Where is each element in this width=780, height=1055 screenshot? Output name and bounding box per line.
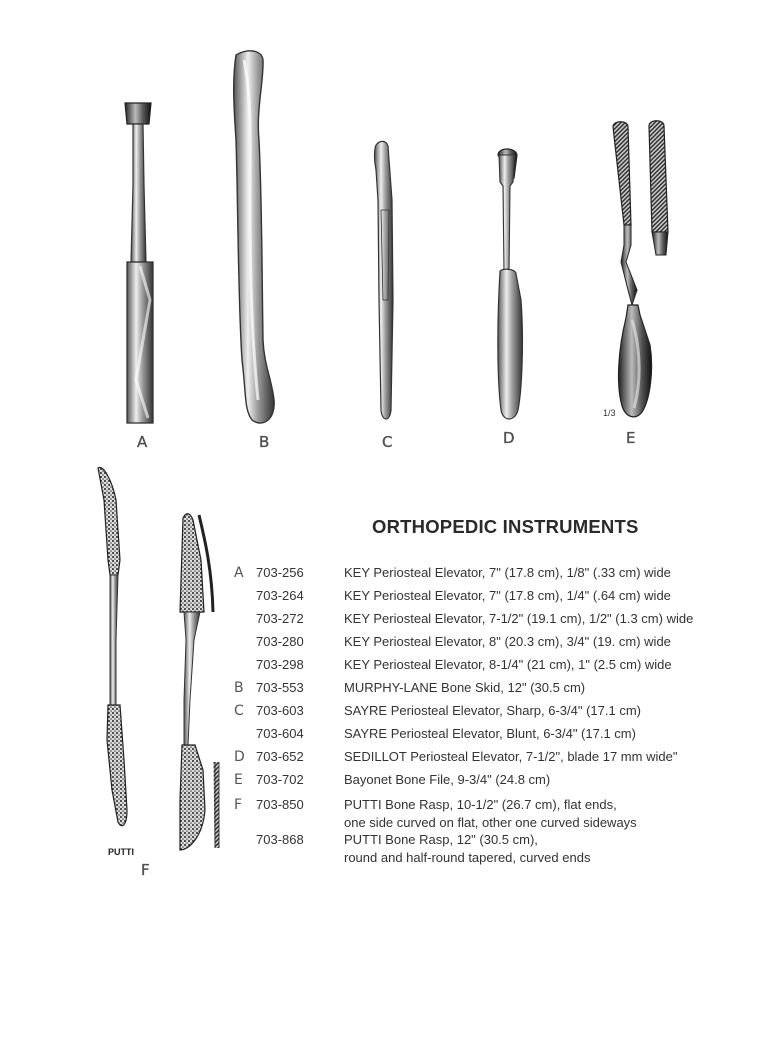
item-code: 703-264 xyxy=(256,588,304,603)
figure-letter-d: D xyxy=(503,429,515,447)
item-description: MURPHY-LANE Bone Skid, 12" (30.5 cm) xyxy=(344,680,586,695)
figure-letter-f: F xyxy=(141,861,150,879)
item-description: PUTTI Bone Rasp, 12" (30.5 cm), xyxy=(344,832,538,847)
putti-label: PUTTI xyxy=(108,847,134,857)
row-letter: A xyxy=(234,565,244,581)
item-description: Bayonet Bone File, 9-3/4" (24.8 cm) xyxy=(344,772,551,787)
figure-letter-a: A xyxy=(137,433,148,451)
item-code: 703-603 xyxy=(256,703,304,718)
row-letter: C xyxy=(234,703,244,719)
row-letter: F xyxy=(234,797,243,813)
item-description: KEY Periosteal Elevator, 7" (17.8 cm), 1/4" (.64 cm) wide xyxy=(344,588,671,603)
item-code: 703-604 xyxy=(256,726,304,741)
item-code: 703-553 xyxy=(256,680,304,695)
item-code: 703-256 xyxy=(256,565,304,580)
item-description: SAYRE Periosteal Elevator, Sharp, 6-3/4" (17.1 cm) xyxy=(344,703,642,718)
scale-note: 1/3 xyxy=(603,408,616,418)
figure-letter-b: B xyxy=(259,433,270,451)
item-code: 703-280 xyxy=(256,634,304,649)
row-letter: B xyxy=(234,680,244,696)
instrument-e-bayonet-file xyxy=(613,121,668,417)
item-description: SEDILLOT Periosteal Elevator, 7-1/2", blade 17 mm wide" xyxy=(344,749,678,764)
figure-letter-e: E xyxy=(626,429,636,447)
instrument-f-putti-rasp-flat xyxy=(180,514,219,850)
figure-letter-c: C xyxy=(382,433,393,451)
item-description: KEY Periosteal Elevator, 7-1/2" (19.1 cm), 1/2" (1.3 cm) wide xyxy=(344,611,694,626)
item-description: KEY Periosteal Elevator, 8-1/4" (21 cm), 1" (2.5 cm) wide xyxy=(344,657,672,672)
instrument-a-key-elevator xyxy=(125,103,153,423)
instrument-c-sayre-elevator xyxy=(375,141,394,419)
item-code: 703-702 xyxy=(256,772,304,787)
item-description: PUTTI Bone Rasp, 10-1/2" (26.7 cm), flat ends, xyxy=(344,797,617,812)
instrument-b-bone-skid xyxy=(234,51,275,423)
item-code: 703-272 xyxy=(256,611,304,626)
item-code: 703-652 xyxy=(256,749,304,764)
item-code: 703-850 xyxy=(256,797,304,812)
instrument-f-putti-rasp-round xyxy=(98,467,127,825)
item-code: 703-868 xyxy=(256,832,304,847)
item-description: SAYRE Periosteal Elevator, Blunt, 6-3/4" (17.1 cm) xyxy=(344,726,636,741)
row-letter: D xyxy=(234,749,245,765)
item-description: KEY Periosteal Elevator, 8" (20.3 cm), 3/4" (19. cm) wide xyxy=(344,634,671,649)
item-code: 703-298 xyxy=(256,657,304,672)
item-description: KEY Periosteal Elevator, 7" (17.8 cm), 1/8" (.33 cm) wide xyxy=(344,565,671,580)
row-letter: E xyxy=(234,772,243,788)
item-description-continued: round and half-round tapered, curved ends xyxy=(344,850,591,865)
page-title: ORTHOPEDIC INSTRUMENTS xyxy=(372,516,639,537)
instrument-d-sedillot-elevator xyxy=(498,149,523,419)
item-description-continued: one side curved on flat, other one curved sideways xyxy=(344,815,637,830)
